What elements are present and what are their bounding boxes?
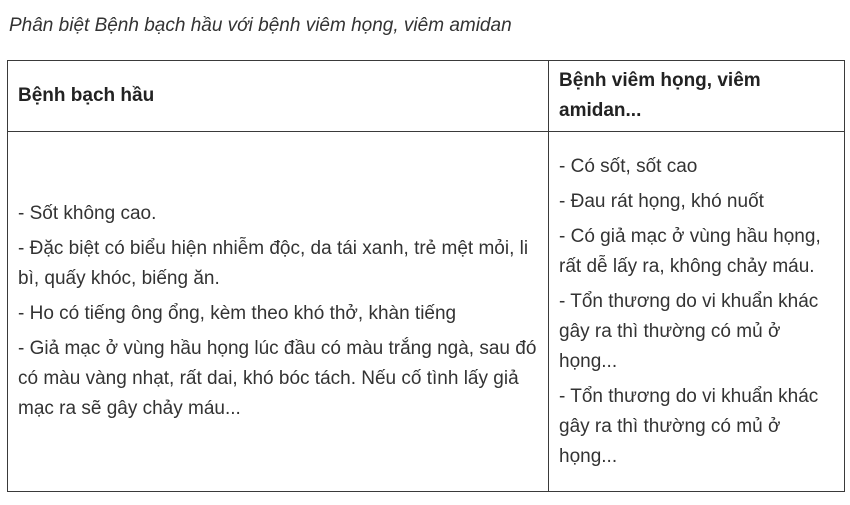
list-item: - Giả mạc ở vùng hầu họng lúc đầu có màu trắng ngà, sau đó có màu vàng nhạt, rất dai, khó bóc tách. Nếu cố tình lấy giả mạc ra sẽ gây chảy máu...	[18, 338, 537, 419]
diphtheria-symptoms-cell	[8, 132, 549, 492]
list-item: - Tổn thương do vi khuẩn khác gây ra thì thường có mủ ở họng...	[559, 385, 819, 467]
list-item: - Ho có tiếng ông ổng, kèm theo khó thở, khàn tiếng	[18, 303, 457, 324]
header-diphtheria: Bệnh bạch hầu	[8, 61, 549, 132]
list-item: - Đau rát họng, khó nuốt	[559, 190, 764, 212]
header-pharyngitis-tonsillitis: Bệnh viêm họng, viêm amidan...	[549, 61, 845, 132]
list-item: - Có sốt, sốt cao	[559, 155, 698, 177]
list-item: - Tổn thương do vi khuẩn khác gây ra thì thường có mủ ở họng...	[559, 290, 819, 372]
comparison-table	[7, 60, 845, 492]
table-caption: Phân biệt Bệnh bạch hầu với bệnh viêm họng, viêm amidan	[9, 15, 512, 36]
table-header-row	[8, 61, 845, 132]
table-body-row	[8, 132, 845, 492]
list-item: - Sốt không cao.	[18, 203, 157, 224]
pharyngitis-symptoms-cell	[549, 132, 845, 492]
list-item: - Đặc biệt có biểu hiện nhiễm độc, da tái xanh, trẻ mệt mỏi, li bì, quấy khóc, biếng ăn.	[18, 238, 529, 289]
list-item: - Có giả mạc ở vùng hầu họng, rất dễ lấy ra, không chảy máu.	[559, 225, 821, 277]
